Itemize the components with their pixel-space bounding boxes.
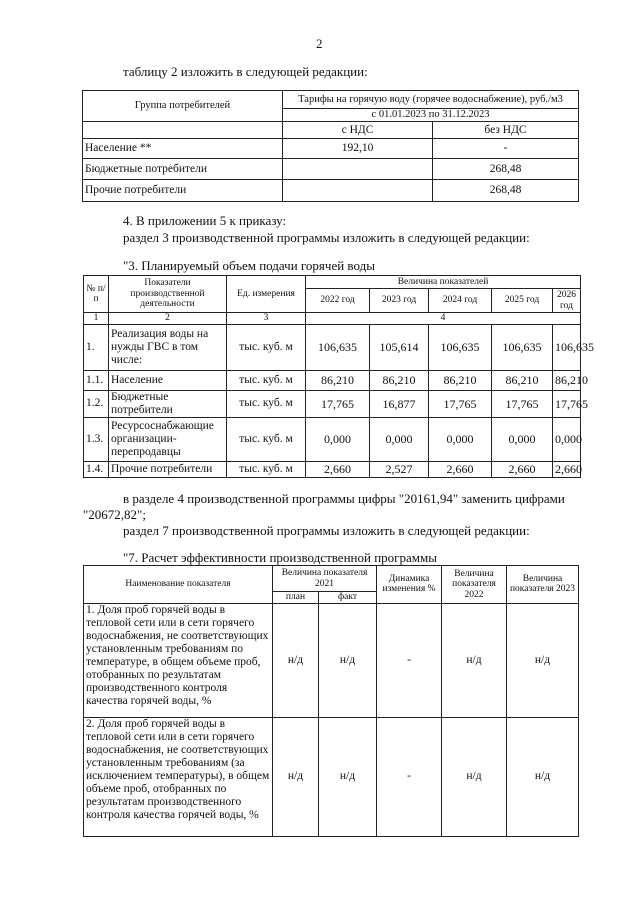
cell-value: 86,210 — [553, 370, 581, 390]
table-row — [84, 717, 579, 836]
cell-unit: тыс. куб. м — [227, 461, 306, 477]
cell-novat: - — [433, 139, 579, 159]
colnum: 4 — [306, 313, 581, 325]
cell-value: 0,000 — [553, 417, 581, 461]
cell-plan: н/д — [273, 717, 319, 836]
cell-value: 0,000 — [492, 417, 553, 461]
cell-v2023: н/д — [507, 603, 579, 717]
cell-value: 106,635 — [306, 324, 370, 370]
cell-fact: н/д — [319, 603, 377, 717]
cell-value: 17,765 — [492, 390, 553, 417]
table-row — [84, 603, 579, 717]
intro-text: таблицу 2 изложить в следующей редакции: — [123, 64, 368, 79]
header-2023: Величина показателя 2023 — [507, 566, 579, 604]
cell-num: 1.3. — [84, 417, 109, 461]
cell-value: 86,210 — [306, 370, 370, 390]
section3-title: "3. Планируемый объем подачи горячей воды — [123, 258, 375, 273]
cell-value: 0,000 — [429, 417, 492, 461]
cell-num: 1. — [84, 324, 109, 370]
section7-title: "7. Расчет эффективности производственной программы — [123, 550, 437, 565]
cell-value: 106,635 — [553, 324, 581, 370]
cell-unit: тыс. куб. м — [227, 390, 306, 417]
colnum: 3 — [227, 313, 306, 325]
header-year: 2025 год — [492, 289, 553, 313]
table-row — [84, 390, 581, 417]
header-plan: план — [273, 592, 319, 604]
header-period: с 01.01.2023 по 31.12.2023 — [283, 109, 579, 122]
cell-novat: 268,48 — [433, 159, 579, 180]
header-year: 2024 год — [429, 289, 492, 313]
cell-name: 1. Доля проб горячей воды в тепловой сети или в сети горячего водоснабжения, не соответствующих установленным требованиям по температуре, в общем объеме проб, отобранных по результатам производственного контроля качества горячей воды, % — [84, 603, 273, 717]
cell-plan: н/д — [273, 603, 319, 717]
cell-value: 106,635 — [492, 324, 553, 370]
cell-indicator: Ресурсоснабжающие организации-перепродавцы — [109, 417, 227, 461]
cell-indicator: Реализация воды на нужды ГВС в том числе: — [109, 324, 227, 370]
cell-num: 1.4. — [84, 461, 109, 477]
header-year: 2022 год — [306, 289, 370, 313]
cell-value: 2,660 — [492, 461, 553, 477]
cell-value: 0,000 — [370, 417, 429, 461]
cell-dyn: - — [377, 717, 442, 836]
header-dynamics: Динамика изменения % — [377, 566, 442, 604]
cell-vat: 192,10 — [283, 139, 433, 159]
cell-value: 106,635 — [429, 324, 492, 370]
cell-unit: тыс. куб. м — [227, 417, 306, 461]
cell-num: 1.2. — [84, 390, 109, 417]
cell-indicator: Бюджетные потребители — [109, 390, 227, 417]
volume-table — [83, 275, 594, 478]
header-novat: без НДС — [433, 122, 579, 139]
cell-v2022: н/д — [442, 603, 507, 717]
header-name: Наименование показателя — [84, 566, 273, 604]
header-num: № п/п — [84, 276, 109, 313]
cell-group: Прочие потребители — [83, 180, 283, 202]
cell-value: 0,000 — [306, 417, 370, 461]
table-row — [83, 180, 579, 202]
header-2021: Величина показателя 2021 — [273, 566, 377, 592]
cell-name: 2. Доля проб горячей воды в тепловой сети или в сети горячего водоснабжения, не соответствующих установленным требованиям (за исключением температуры), в общем объеме проб, отобранных по результатам производственного контроля качества горячей воды, % — [84, 717, 273, 836]
cell-group: Население ** — [83, 139, 283, 159]
paragraph-sec4-value: "20672,82"; — [83, 507, 146, 522]
cell-indicator: Население — [109, 370, 227, 390]
table-row — [83, 159, 579, 180]
cell-value: 2,660 — [429, 461, 492, 477]
table-row — [84, 461, 581, 477]
cell-fact: н/д — [319, 717, 377, 836]
table-row — [84, 417, 581, 461]
colnum: 2 — [109, 313, 227, 325]
cell-value: 2,660 — [553, 461, 581, 477]
tariff-table — [82, 90, 579, 202]
header-indicator: Показатели производственной деятельности — [109, 276, 227, 313]
cell-value: 17,765 — [429, 390, 492, 417]
cell-value: 86,210 — [370, 370, 429, 390]
paragraph-4: 4. В приложении 5 к приказу: — [123, 213, 287, 228]
header-vat: с НДС — [283, 122, 433, 139]
paragraph-sec7: раздел 7 производственной программы изложить в следующей редакции: — [123, 523, 530, 538]
cell-value: 86,210 — [492, 370, 553, 390]
cell-unit: тыс. куб. м — [227, 324, 306, 370]
cell-value: 17,765 — [553, 390, 581, 417]
cell-group: Бюджетные потребители — [83, 159, 283, 180]
header-year: 2023 год — [370, 289, 429, 313]
cell-value: 2,660 — [306, 461, 370, 477]
cell-v2022: н/д — [442, 717, 507, 836]
cell-vat — [283, 159, 433, 180]
cell-v2023: н/д — [507, 717, 579, 836]
table-row — [84, 324, 581, 370]
header-group: Группа потребителей — [83, 91, 283, 122]
cell-value: 2,527 — [370, 461, 429, 477]
header-2022: Величина показателя 2022 — [442, 566, 507, 604]
cell-value: 17,765 — [306, 390, 370, 417]
cell-value: 16,877 — [370, 390, 429, 417]
header-values: Величина показателей — [306, 276, 581, 289]
table-row — [83, 139, 579, 159]
efficiency-table — [83, 565, 579, 837]
paragraph-4b: раздел 3 производственной программы изложить в следующей редакции: — [123, 230, 530, 245]
cell-unit: тыс. куб. м — [227, 370, 306, 390]
cell-num: 1.1. — [84, 370, 109, 390]
cell-indicator: Прочие потребители — [109, 461, 227, 477]
table-row — [84, 370, 581, 390]
paragraph-sec4: в разделе 4 производственной программы цифры "20161,94" заменить цифрами — [123, 491, 565, 506]
cell-vat — [283, 180, 433, 202]
header-unit: Ед. измерения — [227, 276, 306, 313]
page-number: 2 — [316, 36, 323, 51]
colnum: 1 — [84, 313, 109, 325]
header-tariff: Тарифы на горячую воду (горячее водоснабжение), руб./м3 — [283, 91, 579, 109]
cell-novat: 268,48 — [433, 180, 579, 202]
cell-dyn: - — [377, 603, 442, 717]
cell-value: 86,210 — [429, 370, 492, 390]
header-fact: факт — [319, 592, 377, 604]
cell-value: 105,614 — [370, 324, 429, 370]
header-year: 2026 год — [553, 289, 581, 313]
